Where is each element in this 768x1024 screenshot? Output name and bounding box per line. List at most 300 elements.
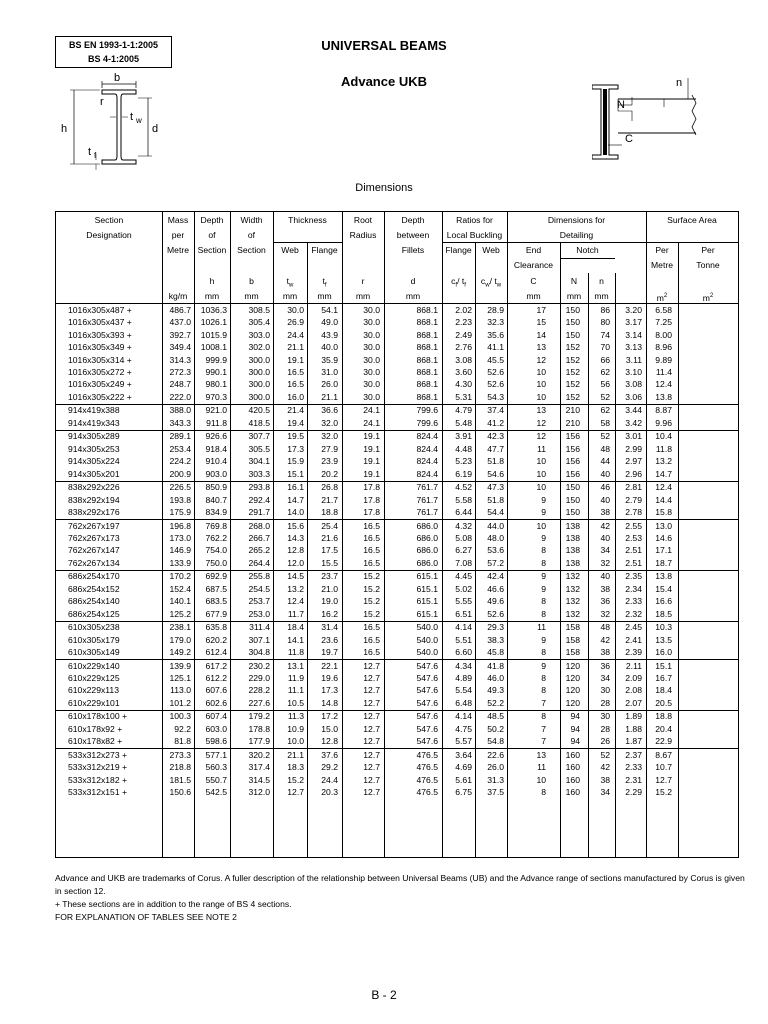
cell-value: 850.9 [205, 482, 227, 493]
note-trademark: Advance and UKB are trademarks of Corus. A fuller description of the relationship between Universal Beams (UB) and the Advance range of sections manufactured by Corus is given in section 12. [55, 873, 745, 896]
cell-value: 11.1 [287, 685, 304, 696]
cell-designation: 762x267x197 [68, 520, 120, 531]
cell-value: 12.7 [363, 697, 380, 708]
cell-value: 547.6 [416, 660, 438, 671]
cell-value: 8 [541, 647, 546, 657]
cell-value: 35.6 [487, 329, 504, 340]
cell-value: 21.1 [287, 749, 304, 760]
symbol-tw: $t_w$ [286, 276, 294, 289]
cell-value: 5.55 [455, 596, 472, 607]
cell-value: 4.48 [455, 443, 472, 454]
cell-value: 2.79 [625, 494, 642, 505]
cell-value: 24.1 [363, 405, 380, 416]
cell-value: 58 [600, 417, 610, 428]
cell-value: 20.2 [321, 468, 338, 479]
cell-value: 138 [565, 557, 580, 568]
cell-value: 1.88 [625, 723, 642, 734]
cell-value: 22.9 [655, 736, 672, 747]
cell-designation: 1016x305x487 + [68, 305, 132, 315]
cell-value: 30.0 [363, 391, 380, 402]
cell-value: 4.52 [455, 482, 472, 493]
cell-value: 54.4 [487, 507, 504, 517]
cell-value: 125.2 [169, 608, 191, 619]
header-surface-area: Surface Area [667, 215, 717, 225]
cell-value: 28 [600, 723, 610, 734]
cell-value: 11 [537, 443, 546, 454]
cell-value: 607.6 [205, 685, 227, 696]
cell-value: 19.1 [363, 431, 380, 442]
cell-value: 824.4 [416, 443, 438, 454]
cell-value: 343.3 [169, 417, 191, 428]
cell-value: 94 [570, 711, 580, 722]
cell-value: 13.1 [287, 660, 304, 671]
cell-value: 17.5 [321, 545, 338, 556]
cell-value: 48 [600, 622, 610, 633]
cell-value: 824.4 [416, 456, 438, 467]
header-ratio-flange: Flange [445, 245, 472, 255]
cell-value: 607.4 [205, 711, 227, 722]
cell-value: 140.1 [169, 596, 191, 607]
cell-value: 132 [565, 608, 580, 619]
cell-designation: 686x254x170 [68, 571, 120, 582]
cell-value: 476.5 [416, 762, 438, 773]
cell-value: 227.6 [248, 697, 270, 708]
cell-value: 138 [565, 545, 580, 556]
cell-value: 2.97 [625, 456, 642, 467]
header-depth: Section [197, 245, 227, 255]
cell-value: 620.2 [205, 634, 227, 645]
cell-value: 2.35 [625, 571, 642, 582]
cell-value: 547.6 [416, 685, 438, 696]
cell-value: 4.14 [455, 711, 472, 722]
cell-value: 14.4 [655, 494, 672, 505]
cell-value: 28 [600, 697, 610, 708]
cell-value: 612.4 [205, 647, 227, 657]
cell-value: 4.32 [455, 520, 472, 531]
cell-value: 38 [600, 774, 610, 785]
cell-value: 36 [600, 660, 610, 671]
cell-value: 2.49 [455, 329, 472, 340]
cell-value: 903.0 [205, 468, 227, 479]
cell-value: 1026.1 [200, 317, 227, 328]
cell-value: 31.3 [487, 774, 504, 785]
cell-value: 5.02 [455, 583, 472, 594]
cell-value: 52 [600, 431, 610, 442]
cell-value: 36 [600, 596, 610, 607]
cell-value: 36.6 [321, 405, 338, 416]
table-row [56, 481, 738, 493]
cell-value: 8 [541, 711, 546, 722]
section-heading: Dimensions [355, 182, 413, 194]
diagram-label-d: d [152, 123, 159, 135]
cell-value: 80 [600, 317, 610, 328]
table-row [56, 697, 738, 709]
cell-value: 18.4 [655, 685, 672, 696]
cell-value: 314.3 [169, 354, 191, 365]
cell-value: 6.75 [455, 787, 472, 797]
cell-value: 196.8 [169, 520, 191, 531]
cell-value: 16.5 [363, 557, 380, 568]
cell-value: 14.6 [655, 533, 672, 543]
table-row [56, 430, 738, 442]
cell-value: 19.1 [363, 443, 380, 454]
cell-value: 10 [536, 520, 546, 531]
cell-value: 70 [600, 342, 610, 353]
cell-value: 158 [565, 647, 580, 657]
header-detailing: Detailing [559, 230, 594, 240]
cell-value: 16.5 [363, 634, 380, 645]
symbol-h: h [209, 276, 215, 286]
diagram-label-r: r [100, 96, 104, 108]
cell-value: 100.3 [169, 711, 191, 722]
header-per-tonne: Tonne [696, 260, 720, 270]
dimensions-table [55, 211, 739, 858]
cell-value: 132 [565, 596, 580, 607]
table-row [56, 366, 738, 378]
cell-value: 868.1 [416, 342, 438, 353]
page-number: B - 2 [371, 988, 397, 1002]
cell-designation: 838x292x176 [68, 507, 120, 517]
cell-value: 2.39 [625, 647, 642, 657]
cell-value: 761.7 [416, 482, 438, 493]
cell-value: 120 [565, 685, 580, 696]
cell-value: 15.2 [363, 583, 380, 594]
cell-value: 268.0 [248, 520, 270, 531]
table-row [56, 391, 738, 403]
table-row [56, 417, 738, 429]
cell-value: 303.0 [248, 329, 270, 340]
cell-value: 44.0 [487, 520, 504, 531]
cell-value: 7.25 [655, 317, 672, 328]
cell-value: 1.87 [625, 736, 642, 747]
cell-value: 921.0 [205, 405, 227, 416]
cell-value: 4.30 [455, 379, 472, 390]
cell-value: 9 [541, 571, 546, 582]
cell-value: 17.3 [287, 443, 304, 454]
cell-value: 5.57 [455, 736, 472, 747]
unit-m2: $m^2$ [656, 292, 668, 303]
cell-value: 577.1 [205, 749, 227, 760]
header-width: Width [240, 215, 263, 225]
cell-value: 2.99 [625, 443, 642, 454]
cell-value: 2.55 [625, 520, 642, 531]
table-row [56, 378, 738, 390]
cell-value: 26 [600, 736, 610, 747]
cell-value: 193.8 [169, 494, 191, 505]
cell-value: 312.0 [248, 787, 270, 797]
cell-value: 18.8 [655, 711, 672, 722]
header-depth: of [208, 230, 216, 240]
cell-value: 44 [600, 456, 610, 467]
cell-value: 9 [541, 533, 546, 543]
cell-value: 302.0 [248, 342, 270, 353]
table-row [56, 468, 738, 480]
table-row [56, 443, 738, 455]
cell-value: 2.02 [455, 305, 472, 315]
unit-label: mm [526, 291, 541, 301]
cell-value: 200.9 [169, 468, 191, 479]
unit-label: kg/m [168, 291, 188, 301]
cell-value: 51.8 [487, 456, 504, 467]
cell-value: 293.8 [248, 482, 270, 493]
cell-value: 10.4 [655, 431, 672, 442]
cell-value: 41.8 [487, 660, 504, 671]
cell-value: 547.6 [416, 711, 438, 722]
cell-value: 92.2 [174, 723, 191, 734]
cell-value: 56 [600, 379, 610, 390]
cell-value: 686.0 [416, 545, 438, 556]
cell-value: 2.45 [625, 622, 642, 633]
cell-value: 4.69 [455, 762, 472, 773]
table-hline [646, 242, 738, 243]
cell-designation: 914x305x253 [68, 443, 120, 454]
cell-value: 42 [600, 520, 610, 531]
cell-value: 52.2 [487, 697, 504, 708]
cell-value: 824.4 [416, 468, 438, 479]
cell-value: 21.0 [321, 583, 338, 594]
cell-value: 177.9 [248, 736, 270, 747]
cell-value: 12.8 [287, 545, 304, 556]
cell-designation: 914x419x343 [68, 417, 120, 428]
cell-designation: 1016x305x349 + [68, 342, 132, 353]
cell-value: 152 [565, 367, 580, 377]
cell-value: 40 [600, 468, 610, 479]
cell-value: 476.5 [416, 787, 438, 797]
cell-value: 42.4 [487, 571, 504, 582]
header-ratio-web: Web [482, 245, 500, 255]
cell-value: 52 [600, 749, 610, 760]
cell-value: 547.6 [416, 723, 438, 734]
cell-value: 23.6 [321, 634, 338, 645]
cell-value: 11.3 [287, 711, 304, 722]
cell-value: 615.1 [416, 583, 438, 594]
cell-value: 19.0 [321, 596, 338, 607]
header-depth-between: between [396, 230, 430, 240]
cell-designation: 610x305x238 [68, 622, 120, 633]
cell-value: 615.1 [416, 596, 438, 607]
header-mass: Mass [167, 215, 189, 225]
cell-value: 6.60 [455, 647, 472, 657]
cell-value: 253.4 [169, 443, 191, 454]
note-additional: + These sections are in addition to the range of BS 4 sections. [55, 899, 292, 909]
header-ratios: Ratios for [456, 215, 493, 225]
cell-value: 476.5 [416, 774, 438, 785]
cell-designation: 533x312x182 + [68, 774, 128, 785]
cell-value: 304.8 [248, 647, 270, 657]
cell-value: 8.87 [655, 405, 672, 416]
cell-value: 8 [541, 673, 546, 683]
cell-value: 1008.1 [200, 342, 227, 353]
cell-value: 48.0 [487, 533, 504, 543]
cell-value: 160 [565, 774, 580, 785]
cell-value: 13.8 [655, 391, 672, 402]
table-row [56, 621, 738, 633]
cell-value: 30.0 [363, 379, 380, 390]
cell-value: 2.33 [625, 762, 642, 773]
cell-value: 16.7 [655, 673, 672, 683]
cell-value: 5.23 [455, 456, 472, 467]
cell-designation: 1016x305x314 + [68, 354, 132, 365]
cell-value: 868.1 [416, 367, 438, 377]
table-row [56, 735, 738, 747]
cell-value: 13.2 [655, 456, 672, 467]
cell-value: 542.5 [205, 787, 227, 797]
cell-value: 17.8 [363, 507, 380, 517]
cell-value: 12.7 [363, 711, 380, 722]
cell-value: 46 [600, 482, 610, 493]
table-row [56, 761, 738, 773]
table-row [56, 354, 738, 366]
cell-value: 178.8 [248, 723, 270, 734]
cell-value: 253.7 [248, 596, 270, 607]
table-row [56, 774, 738, 786]
cell-value: 15.1 [287, 468, 304, 479]
cell-value: 13.5 [655, 634, 672, 645]
unit-label: mm [244, 291, 259, 301]
cell-value: 560.3 [205, 762, 227, 773]
cell-value: 94 [570, 723, 580, 734]
note-explanation: FOR EXPLANATION OF TABLES SEE NOTE 2 [55, 912, 237, 922]
header-width: Section [237, 245, 266, 255]
cell-value: 540.0 [416, 647, 438, 657]
cell-value: 2.51 [625, 557, 642, 568]
cell-value: 12.8 [321, 736, 338, 747]
cell-value: 16.5 [287, 367, 304, 377]
cell-value: 762.2 [205, 533, 227, 543]
cell-value: 291.7 [248, 507, 270, 517]
cell-value: 2.76 [455, 342, 472, 353]
cell-value: 300.0 [248, 354, 270, 365]
unit-label: mm [282, 291, 298, 301]
cell-designation: 610x178x82 + [68, 736, 123, 747]
table-row [56, 304, 738, 316]
cell-value: 20.5 [655, 697, 672, 708]
cell-value: 12.7 [363, 673, 380, 683]
table-row [56, 455, 738, 467]
symbol-n: n [599, 276, 604, 286]
cell-value: 3.01 [625, 431, 642, 442]
cell-value: 15 [536, 317, 546, 328]
cell-value: 228.2 [248, 685, 270, 696]
cell-value: 3.08 [625, 379, 642, 390]
cell-value: 120 [565, 660, 580, 671]
cell-value: 52.6 [487, 379, 504, 390]
cell-value: 19.1 [363, 468, 380, 479]
cell-value: 46.0 [487, 673, 504, 683]
table-row [56, 506, 738, 518]
page-subtitle: Advance UKB [341, 74, 427, 89]
cell-value: 26.0 [321, 379, 338, 390]
header-section-designation: Designation [86, 230, 132, 240]
cell-value: 19.1 [363, 456, 380, 467]
table-row [56, 404, 738, 416]
cell-value: 32 [600, 557, 610, 568]
cell-value: 5.54 [455, 685, 472, 696]
cell-value: 11 [537, 622, 546, 633]
diagram-label-b: b [113, 72, 121, 84]
cell-value: 152 [565, 342, 580, 353]
cell-value: 824.4 [416, 431, 438, 442]
table-row [56, 520, 738, 532]
cell-value: 10.7 [655, 762, 672, 773]
cell-value: 34 [600, 673, 610, 683]
cell-value: 3.06 [625, 391, 642, 402]
cell-value: 305.5 [248, 443, 270, 454]
cell-value: 150 [565, 329, 580, 340]
cell-value: 2.51 [625, 545, 642, 556]
header-web: Web [281, 245, 299, 255]
cell-value: 16.5 [363, 533, 380, 543]
cell-value: 160 [565, 787, 580, 797]
cell-value: 40 [600, 494, 610, 505]
cell-value: 170.2 [169, 571, 191, 582]
cell-value: 12.7 [363, 660, 380, 671]
cell-value: 26.9 [287, 317, 304, 328]
cell-value: 17.1 [655, 545, 672, 556]
cell-value: 11.7 [287, 608, 304, 619]
cell-value: 9 [541, 507, 546, 517]
cell-value: 8.00 [655, 329, 672, 340]
cell-value: 686.0 [416, 557, 438, 568]
cell-value: 687.5 [205, 583, 227, 594]
cell-value: 14.7 [655, 468, 672, 479]
cell-value: 14.3 [287, 533, 304, 543]
cell-value: 32.0 [321, 431, 338, 442]
cell-value: 16.5 [363, 647, 380, 657]
cell-value: 289.1 [169, 431, 191, 442]
cell-value: 150 [565, 507, 580, 517]
cell-value: 46.6 [487, 583, 504, 594]
cell-value: 3.10 [625, 367, 642, 377]
cell-value: 635.8 [205, 622, 227, 633]
unit-label: mm [594, 291, 609, 301]
cell-value: 13 [536, 405, 546, 416]
cell-value: 13.2 [287, 583, 304, 594]
cell-value: 24.4 [321, 774, 338, 785]
cell-value: 598.6 [205, 736, 227, 747]
cell-value: 683.5 [205, 596, 227, 607]
cell-value: 311.4 [249, 622, 270, 633]
cell-value: 32.3 [487, 317, 504, 328]
cell-value: 52 [600, 391, 610, 402]
cell-value: 4.79 [455, 405, 472, 416]
cell-value: 54.8 [487, 736, 504, 747]
symbol-N: N [570, 276, 578, 286]
cell-value: 7 [541, 697, 546, 708]
cell-value: 12.7 [363, 749, 380, 760]
cell-value: 8 [541, 557, 546, 568]
cell-value: 210 [565, 405, 580, 416]
cell-value: 677.9 [205, 608, 227, 619]
cell-value: 30.0 [363, 367, 380, 377]
cell-value: 32 [600, 608, 610, 619]
cell-value: 30.0 [287, 305, 304, 315]
cell-value: 1036.3 [200, 305, 227, 315]
cell-value: 30 [600, 685, 610, 696]
cell-value: 54.3 [487, 391, 504, 402]
symbol-b: b [249, 276, 254, 286]
cell-value: 615.1 [416, 571, 438, 582]
cell-designation: 686x254x140 [68, 596, 120, 607]
cell-value: 12 [536, 417, 546, 428]
cell-value: 19.1 [287, 354, 304, 365]
cell-value: 31.4 [321, 622, 338, 633]
cell-value: 18.4 [287, 622, 304, 633]
cell-designation: 686x254x152 [68, 583, 120, 594]
standard-2: BS 4-1:2005 [87, 54, 140, 64]
cell-value: 19.6 [321, 673, 338, 683]
diagram-label-h: h [61, 123, 68, 135]
